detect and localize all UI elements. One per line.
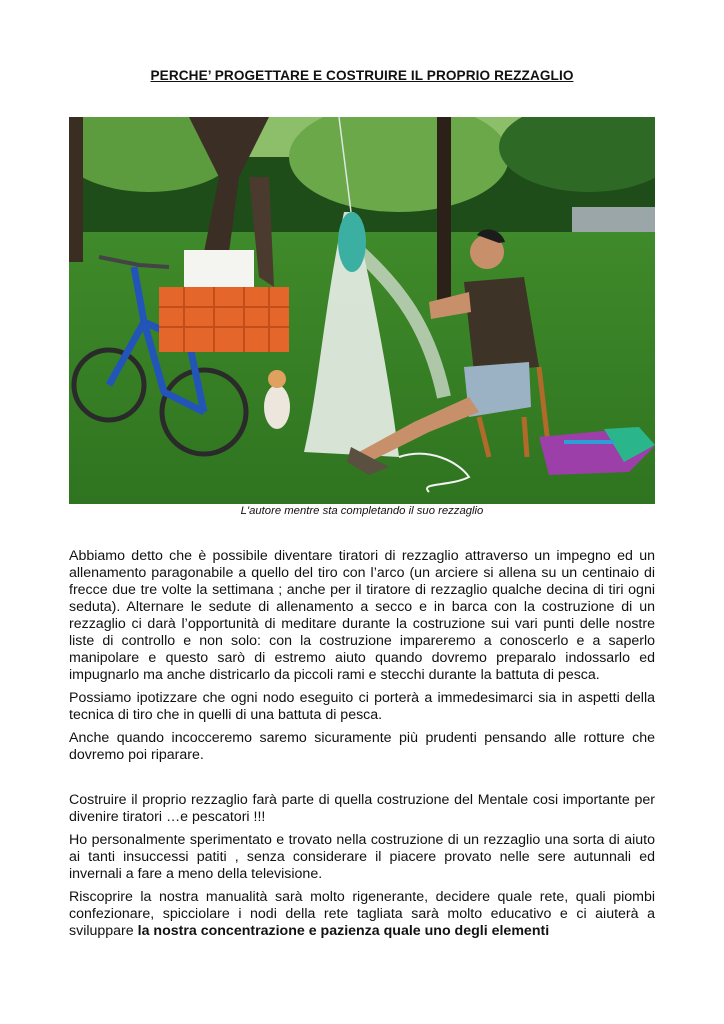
bold-phrase: la nostra concentrazione e pazienza quale uno degli elementi — [137, 923, 550, 939]
paragraph — [69, 889, 655, 940]
paragraph: Costruire il proprio rezzaglio farà parte di quella costruzione del Mentale cosi importante per divenire tiratori …e pescatori !!! — [69, 792, 655, 825]
paragraph-text: Riscoprire la nostra manualità sarà molto rigenerante, decidere quale rete, quali piombi confezionare, spicciolare i nodi della rete tagliata sarà molto educativo e ci aiuterà a sviluppare — [69, 889, 655, 939]
article-body — [69, 548, 655, 946]
paragraph: Abbiamo detto che è possibile diventare tiratori di rezzaglio attraverso un impegno ed un allenamento paragonabile a quello del tiro con l’arco (un arciere si allena su un centinaio di frecce due tre volte la settimana ; anche per il tiratore di rezzaglio qualche decina di tiri ogni seduta). Alternare le sedute di allenamento a secco e in barca con la costruzione di un rezzaglio ci darà l’opportunità di meditare durante la costruzione sui vari punti delle nostre liste di controllo e non solo: con la costruzione impareremo a conoscerlo e a saperlo manipolare e questo sarò di estremo aiuto quando dovremo preparalo indossarlo ed impugnarlo ma anche districarlo da piccoli rami e stecchi durante la battuta di pesca. — [69, 548, 655, 683]
author-photo — [69, 117, 655, 504]
photo-caption: L'autore mentre sta completando il suo rezzaglio — [240, 505, 484, 517]
paragraph: Possiamo ipotizzare che ogni nodo eseguito ci porterà a immedesimarci sia in aspetti della tecnica di tiro che in quelli di una battuta di pesca. — [69, 690, 655, 723]
paragraph: Ho personalmente sperimentato e trovato nella costruzione di un rezzaglio una sorta di aiuto ai tanti insuccessi patiti , senza considerare il piacere provato nelle sere autunnali ed invernali a fare a meno della televisione. — [69, 832, 655, 882]
page-title: PERCHE’ PROGETTARE E COSTRUIRE IL PROPRIO REZZAGLIO — [150, 68, 574, 83]
paragraph: Anche quando incocceremo saremo sicuramente più prudenti pensando alle rotture che dovremo poi riparare. — [69, 730, 655, 763]
